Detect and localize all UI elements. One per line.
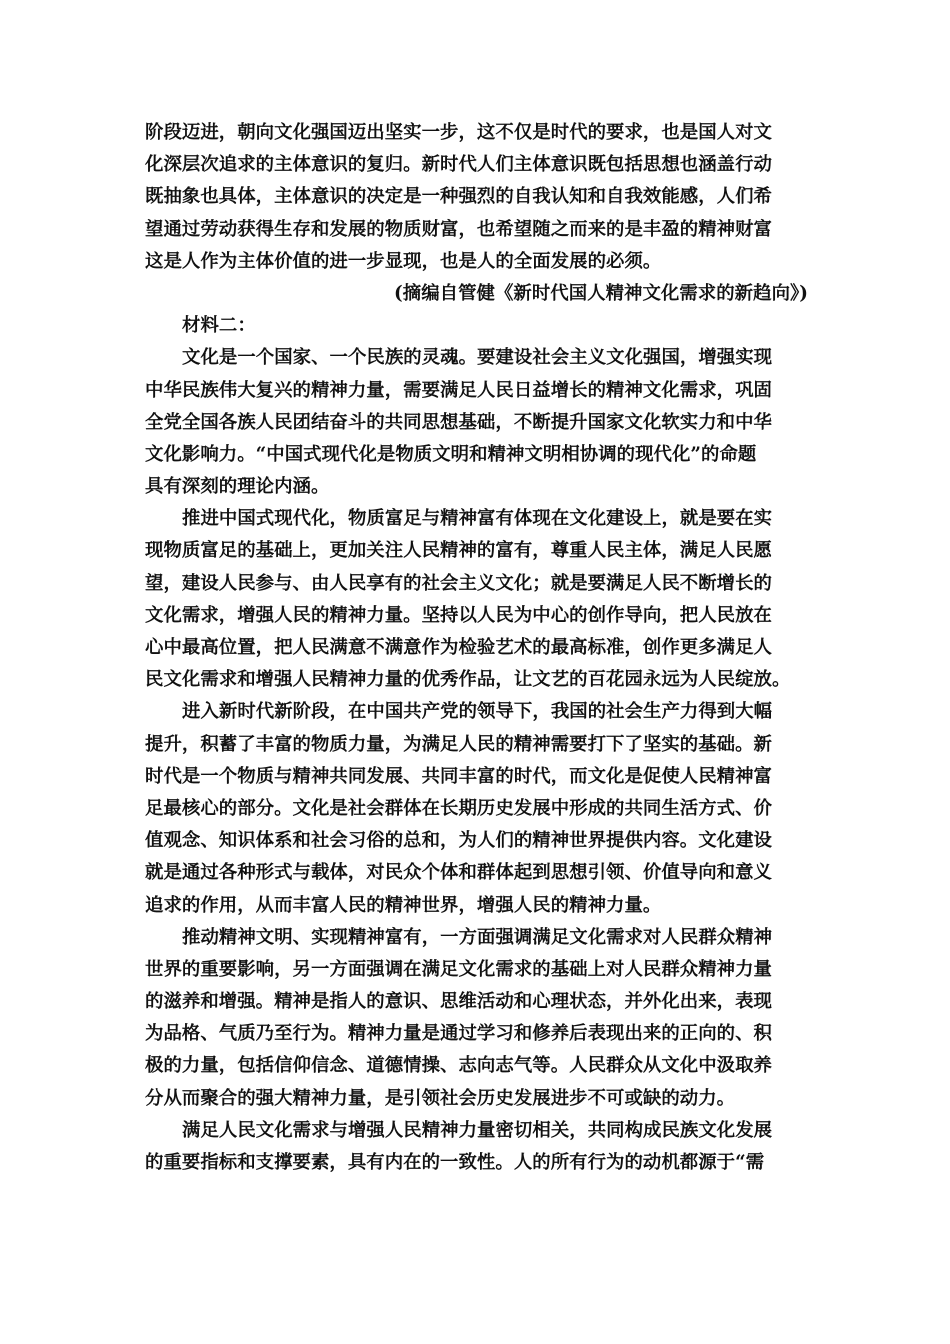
material1-tail — [145, 117, 807, 310]
text-line: 化深层次追求的主体意识的复归。新时代人们主体意识既包括思想也涵盖行动 — [145, 154, 772, 176]
paragraph — [145, 922, 807, 1115]
text-line: 文化影响力。“中国式现代化是物质文明和精神文明相协调的现代化”的命题 — [145, 443, 757, 465]
text-line: 民文化需求和增强人民精神力量的优秀作品，让文艺的百花园永远为人民绽放。 — [145, 669, 791, 691]
text-line: 这是人作为主体价值的进一步显现，也是人的全面发展的必须。 — [145, 250, 662, 272]
section-heading: 材料二： — [182, 315, 256, 337]
text-line: 推动精神文明、实现精神富有，一方面强调满足文化需求对人民群众精神 — [182, 926, 773, 948]
text-line: 满足人民文化需求与增强人民精神力量密切相关，共同构成民族文化发展 — [182, 1119, 773, 1141]
text-line: 分从而聚合的强大精神力量，是引领社会历史发展进步不可或缺的动力。 — [145, 1087, 736, 1109]
text-line: 足最核心的部分。文化是社会群体在长期历史发展中形成的共同生活方式、价 — [145, 797, 772, 819]
paragraph — [145, 503, 807, 696]
text-line: 望，建设人民参与、由人民享有的社会主义文化；就是要满足人民不断增长的 — [145, 572, 772, 594]
text-line: 时代是一个物质与精神共同发展、共同丰富的时代，而文化是促使人民精神富 — [145, 765, 772, 787]
text-line: 既抽象也具体，主体意识的决定是一种强烈的自我认知和自我效能感，人们希 — [145, 186, 772, 208]
text-line: 心中最高位置，把人民满意不满意作为检验艺术的最高标准，创作更多满足人 — [145, 637, 772, 658]
text-line: 的重要指标和支撑要素，具有内在的一致性。人的所有行为的动机都源于“需 — [145, 1152, 765, 1173]
text-line: 值观念、知识体系和社会习俗的总和，为人们的精神世界提供内容。文化建设 — [145, 830, 772, 852]
text-line: 就是通过各种形式与载体，对民众个体和群体起到思想引领、价值导向和意义 — [145, 862, 772, 884]
text-line: 为品格、气质乃至行为。精神力量是通过学习和修养后表现出来的正向的、积 — [145, 1023, 772, 1045]
text-line: 的滋养和增强。精神是指人的意识、思维活动和心理状态，并外化出来，表现 — [145, 991, 772, 1013]
text-line: 进入新时代新阶段，在中国共产党的领导下，我国的社会生产力得到大幅 — [182, 701, 773, 723]
material2-section — [145, 310, 807, 1179]
text-line: 追求的作用，从而丰富人民的精神世界，增强人民的精神力量。 — [145, 894, 662, 916]
text-line: 具有深刻的理论内涵。 — [145, 476, 330, 498]
text-line: 望通过劳动获得生存和发展的物质财富，也希望随之而来的是丰盈的精神财富 — [145, 218, 772, 240]
source-citation: (摘编自管健《新时代国人精神文化需求的新趋向》) — [394, 282, 808, 304]
paragraph — [145, 342, 807, 503]
text-line: 文化需求，增强人民的精神力量。坚持以人民为中心的创作导向，把人民放在 — [145, 604, 772, 626]
text-line: 提升，积蓄了丰富的物质力量，为满足人民的精神需要打下了坚实的基础。新 — [145, 733, 772, 755]
text-line: 阶段迈进，朝向文化强国迈出坚实一步，这不仅是时代的要求，也是国人对文 — [145, 122, 772, 143]
text-line: 文化是一个国家、一个民族的灵魂。要建设社会主义文化强国，增强实现 — [182, 347, 773, 369]
text-line: 全党全国各族人民团结奋斗的共同思想基础，不断提升国家文化软实力和中华 — [145, 411, 772, 433]
paragraph — [145, 1115, 807, 1179]
text-line: 世界的重要影响，另一方面强调在满足文化需求的基础上对人民群众精神力量 — [145, 958, 772, 980]
text-line: 极的力量，包括信仰信念、道德情操、志向志气等。人民群众从文化中汲取养 — [145, 1055, 772, 1077]
document-page — [145, 117, 807, 1179]
text-line: 推进中国式现代化，物质富足与精神富有体现在文化建设上，就是要在实 — [182, 508, 773, 530]
text-line: 现物质富足的基础上，更加关注人民精神的富有，尊重人民主体，满足人民愿 — [145, 540, 772, 562]
text-line: 中华民族伟大复兴的精神力量，需要满足人民日益增长的精神文化需求，巩固 — [145, 379, 772, 401]
paragraph — [145, 696, 807, 921]
